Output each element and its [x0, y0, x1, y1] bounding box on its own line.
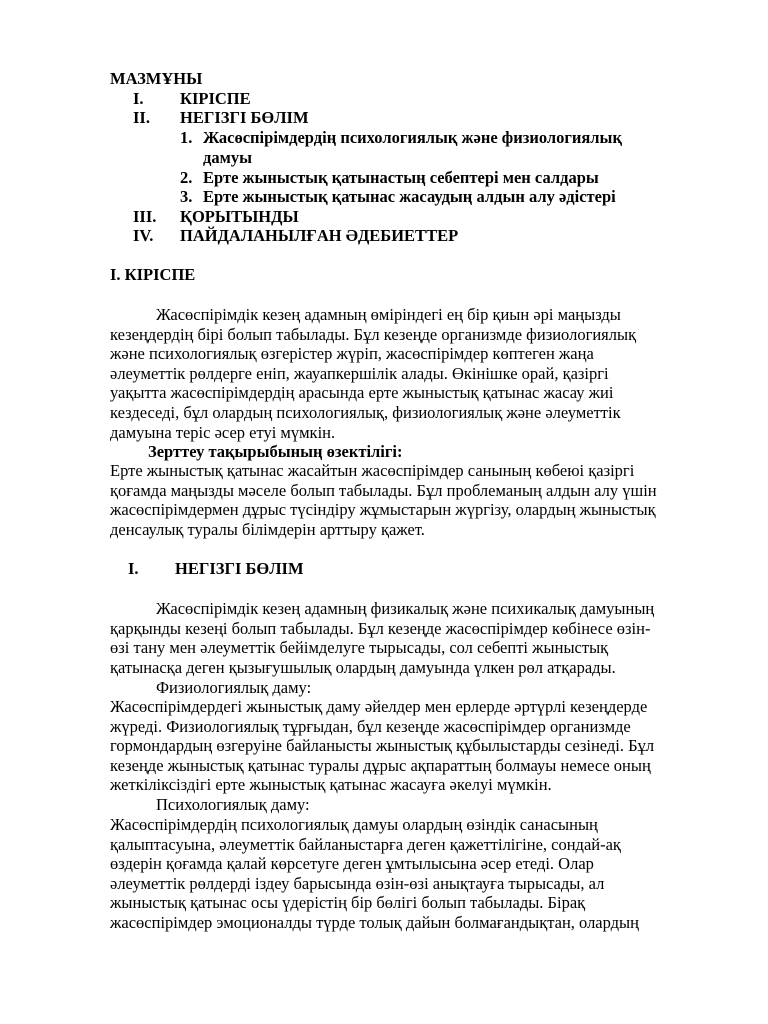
text-line: Жасөспірімдік кезең адамның өміріндегі ең бір қиын әрі маңызды: [156, 305, 621, 324]
text-line: жасөспірімдер эмоционалды түрде толық дайын болмағандықтан, олардың: [110, 912, 639, 932]
text-line: Ерте жыныстық қатынас жасайтын жасөспірімдер санының көбеюі қазіргі: [110, 461, 635, 480]
toc-item-references: ПАЙДАЛАНЫЛҒАН ӘДЕБИЕТТЕР: [180, 226, 459, 245]
text-line: Жасөспірімдердің психологиялық дамуы олардың өзіндік санасының: [110, 815, 598, 834]
text-line: дамуына теріс әсер етуі мүмкін.: [110, 422, 336, 442]
toc-subitem-2: Ерте жыныстық қатынастың себептері мен салдары: [203, 168, 599, 187]
text-line: Жасөспірімдік кезең адамның физикалық және психикалық дамуының: [156, 599, 655, 618]
text-line: қалыптасуына, әлеуметтік байланыстарға деген қажеттілігіне, сондай-ақ: [110, 834, 621, 854]
text-line: қатынасқа деген қызығушылық олардың дамуында үлкен рөл атқарады.: [110, 657, 616, 677]
main-heading: НЕГІЗГІ БӨЛІМ: [175, 559, 304, 578]
toc-item-num: III.: [133, 207, 157, 226]
main-paragraph-3: [110, 815, 714, 933]
text-line: қарқынды кезеңі болып табылады. Бұл кезеңде жасөспірімдер көбінесе өзін-: [110, 618, 651, 638]
text-line: гормондардың өзгеруіне байланысты жыныстық құбылыстарды сезінеді. Бұл: [110, 736, 655, 756]
toc-item-intro: КІРІСПЕ: [180, 89, 251, 108]
text-line: кездеседі, бұл олардың психологиялық, физиологиялық және әлеуметтік: [110, 402, 621, 422]
toc-item-main: НЕГІЗГІ БӨЛІМ: [180, 108, 309, 127]
toc-item-num: IV.: [133, 226, 154, 245]
toc-item-conclusion: ҚОРЫТЫНДЫ: [180, 207, 299, 226]
toc-subitem-1-cont: дамуы: [203, 148, 252, 167]
toc-item-num: I.: [133, 89, 144, 108]
main-heading-num: I.: [128, 559, 139, 578]
text-line: өздерін қоғамда қалай көрсетуге деген ұмтылысына әсер етеді. Олар: [110, 854, 594, 874]
text-line: жеткіліксіздігі ерте жыныстық қатынас жасауға әкелуі мүмкін.: [110, 775, 552, 795]
toc-subitem-1: Жасөспірімдердің психологиялық және физиологиялық: [203, 128, 622, 147]
text-line: кезеңдердің бірі болып табылады. Бұл кезеңде организмде физиологиялық: [110, 324, 637, 344]
intro-paragraph-2: [110, 461, 714, 539]
main-paragraph-1: [110, 599, 714, 677]
text-line: кезеңде жыныстық қатынас туралы дұрыс ақпараттың болмауы немесе оның: [110, 755, 651, 775]
psychological-heading: Психологиялық даму:: [156, 795, 310, 814]
toc-item-num: II.: [133, 108, 150, 127]
text-line: жасөспірімдермен дұрыс түсіндіру жұмыстарын жүргізу, олардың жыныстық: [110, 500, 656, 520]
toc-subitem-num: 3.: [180, 187, 193, 206]
toc-title: МАЗМҰНЫ: [110, 69, 203, 88]
text-line: қоғамда маңызды мәселе болып табылады. Бұл проблеманың алдын алу үшін: [110, 480, 657, 500]
text-line: әлеуметтік рөлдерге еніп, жауапкершілік алады. Өкінішке орай, қазіргі: [110, 363, 609, 383]
toc-subitem-num: 1.: [180, 128, 193, 147]
main-paragraph-2: [110, 697, 714, 795]
text-line: өзі тану мен әлеуметтік бейімделуге тырысады, сол себепті жыныстық: [110, 638, 609, 658]
text-line: Жасөспірімдердегі жыныстық даму әйелдер мен ерлерде әртүрлі кезеңдерде: [110, 697, 648, 716]
toc-subitem-3: Ерте жыныстық қатынас жасаудың алдын алу әдістері: [203, 187, 616, 206]
text-line: және психологиялық өзгерістер жүріп, жасөспірімдер көптеген жаңа: [110, 344, 594, 364]
text-line: жыныстық қатынас осы үдерістің бір бөлігі болып табылады. Бірақ: [110, 893, 586, 913]
physiological-heading: Физиологиялық даму:: [156, 678, 312, 697]
text-line: денсаулық туралы білімдерін арттыру қажет.: [110, 519, 425, 539]
text-line: әлеуметтік рөлдерді іздеу барысында өзін-өзі анықтауға тырысады, ал: [110, 873, 605, 893]
text-line: жүреді. Физиологиялық тұрғыдан, бұл кезеңде жасөспірімдер организмде: [110, 716, 631, 736]
intro-paragraph-1: [110, 305, 714, 442]
intro-heading: I. КІРІСПЕ: [110, 265, 196, 284]
text-line: уақытта жасөспірімдердің арасында ерте жыныстық қатынас жасау жиі: [110, 383, 614, 403]
toc-subitem-num: 2.: [180, 168, 193, 187]
relevance-heading: Зерттеу тақырыбының өзектілігі:: [148, 442, 403, 461]
